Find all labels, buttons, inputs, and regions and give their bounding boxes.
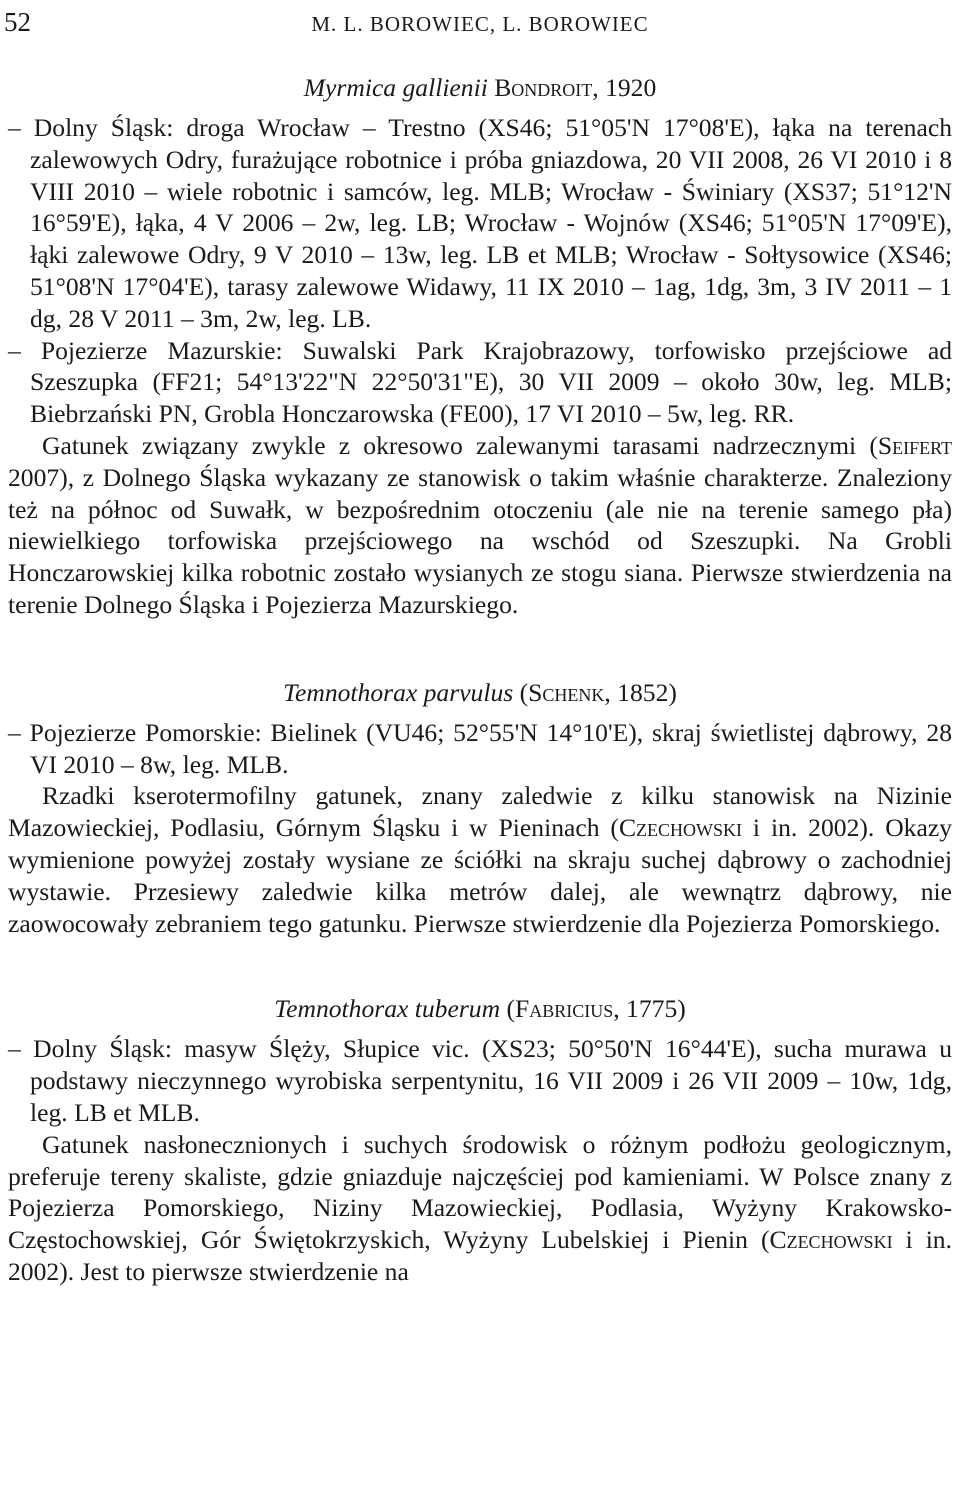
species-paren: ( [513, 677, 529, 707]
record-entry: – Dolny Śląsk: droga Wrocław – Trestno (XS46; 51°05'N 17°08'E), łąka na terenach zalewowych Odry, furażujące robotnice i próba gniazdowa, 20 VII 2008, 26 VI 2010 i 8 VIII 2010 – wiele robotnic i samców, leg. MLB; Wrocław - Świniary (XS37; 51°12'N 16°59'E), łąka, 4 V 2006 – 2w, leg. LB; Wrocław - Wojnów (XS46; 51°05'N 17°09'E), łąki zalewowe Odry, 9 V 2010 – 13w, leg. LB et MLB; Wrocław - Sołtysowice (XS46; 51°08'N 17°04'E), tarasy zalewowe Widawy, 11 IX 2010 – 1ag, 1dg, 3m, 3 IV 2011 – 1 dg, 28 V 2011 – 3m, 2w, leg. LB. [8, 113, 952, 333]
body-text [8, 70, 952, 1288]
species-paren: ( [500, 994, 515, 1024]
note-text: 2007), z Dolnego Śląska wykazany ze stanowisk o takim właśnie charakterze. Znaleziony też na północ od Suwałk, w bezpośrednim otoczeniu (ale nie na terenie samego pła) niewielkiego torfowiska przejściowego na wschód od Szeszupki. Na Grobli Honczarowskiej kilka robotnic zostało wysianych ze stogu siana. Pierwsze stwierdzenia na terenie Dolnego Śląska i Pojezierza Mazurskiego. [8, 462, 952, 619]
species-author: Schenk [528, 677, 605, 707]
species-note [8, 1129, 952, 1288]
species-heading [8, 70, 952, 106]
note-text: i in. 2002). Okazy wymienione powyżej zostały wysiane ze ściółki na skraju suchej dąbrowy o zachodniej wystawie. Przesiewy zaledwie kilka metrów dalej, ale wewnątrz dąbrowy, nie zaowocowały zebraniem tego gatunku. Pierwsze stwierdzenie dla Pojezierza Pomorskiego. [8, 813, 952, 938]
record-entry: – Pojezierze Mazurskie: Suwalski Park Krajobrazowy, torfowisko przejściowe ad Szeszupka (FF21; 54°13'22"N 22°50'31"E), 30 VII 2009 – około 30w, leg. MLB; Biebrzański PN, Grobla Honczarowska (FE00), 17 VI 2010 – 5w, leg. RR. [8, 335, 952, 429]
species-year: , 1852) [604, 677, 677, 707]
species-note [8, 430, 952, 621]
note-text: Gatunek związany zwykle z okresowo zalewanymi tarasami nadrzecznymi ( [42, 430, 878, 460]
note-text: Rzadki kserotermofilny gatunek, znany zaledwie z kilku stanowisk na Nizinie Mazowieckiej, Podlasiu, Górnym Śląsku i w Pieninach ( [8, 781, 952, 843]
note-text: i in. 2002). Jest to pierwsze stwierdzenie na [8, 1225, 953, 1286]
species-note [8, 780, 952, 939]
species-heading [8, 991, 952, 1027]
species-name: Temnothorax parvulus [283, 677, 514, 707]
species-name: Myrmica gallienii [303, 73, 488, 102]
running-head: M. L. BOROWIEC, L. BOROWIEC [311, 12, 649, 36]
citation-author: Seifert [877, 430, 952, 460]
page-number: 52 [4, 7, 31, 37]
species-author: Fabricius [515, 994, 614, 1024]
citation-author: Czechowski [769, 1225, 893, 1255]
species-name: Temnothorax tuberum [274, 994, 501, 1024]
species-year: , 1775) [613, 994, 686, 1024]
record-entry: – Dolny Śląsk: masyw Ślęży, Słupice vic. (XS23; 50°50'N 16°44'E), sucha murawa u podstawy nieczynnego wyrobiska serpentynitu, 16 VII 2009 i 26 VII 2009 – 10w, 1dg, leg. LB et MLB. [8, 1034, 952, 1127]
citation-author: Czechowski [618, 813, 743, 843]
record-entry: – Pojezierze Pomorskie: Bielinek (VU46; 52°55'N 14°10'E), skraj świetlistej dąbrowy, 28 VI 2010 – 8w, leg. MLB. [8, 717, 952, 779]
note-text: Gatunek nasłonecznionych i suchych środowisk o różnym podłożu geologicznym, preferuje tereny skaliste, gdzie gniazduje najczęściej pod kamieniami. W Polsce znany z Pojezierza Pomorskiego, Niziny Mazowieckiej, Podlasia, Wyżyny Krakowsko-Częstochowskiej, Gór Świętokrzyskich, Wyżyny Lubelskiej i Pienin ( [8, 1129, 952, 1255]
species-year: , 1920 [592, 73, 657, 102]
species-author: Bondroit [494, 73, 593, 102]
page-header [4, 4, 956, 44]
species-heading [8, 675, 952, 711]
